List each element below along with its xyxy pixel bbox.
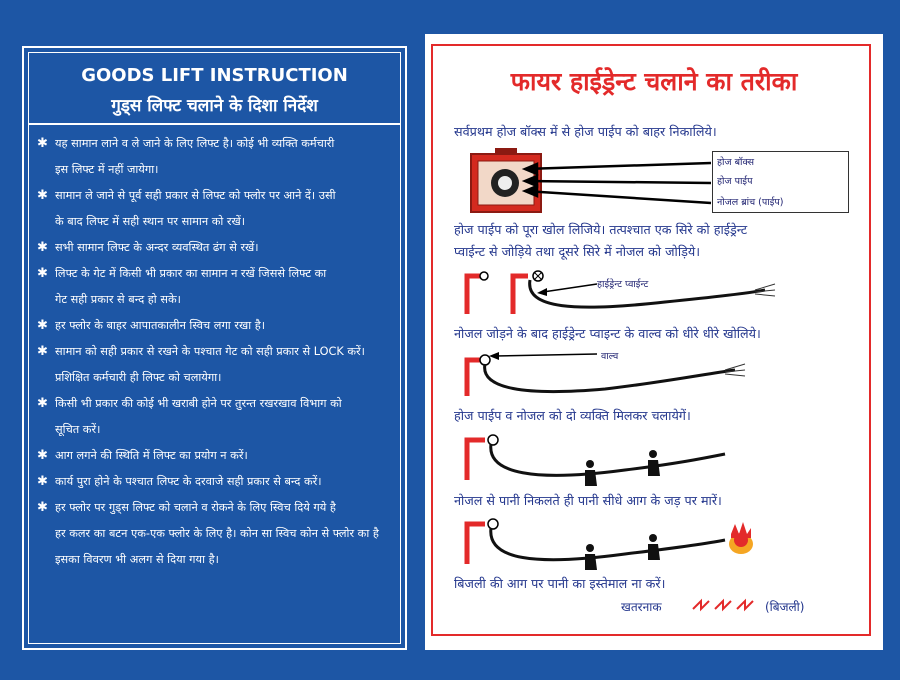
hydrant-point-label: हाईड्रेन्ट प्वाईन्ट <box>597 279 649 290</box>
instruction-list <box>29 131 400 573</box>
step-3: नोजल जोड़ने के बाद हाईड्रेन्ट प्वाइन्ट के वाल्व को धीरे धीरे खोलिये। <box>454 326 761 341</box>
panel-title-hindi: गुड्स लिफ्ट चलाने के दिशा निर्देश <box>111 96 318 116</box>
instruction-item <box>29 391 400 443</box>
hose-pipe-3 <box>491 444 725 475</box>
danger-label: खतरनाक <box>621 600 662 614</box>
step-2a: होज पाईप को पूरा खोल लिजिये। तत्पश्चात एक सिरे को हाईड्रेन्ट <box>454 222 748 237</box>
instruction-line: सूचित करें। <box>55 423 101 436</box>
bullet-star-icon: ✱ <box>37 266 48 281</box>
instruction-line: सामान को सही प्रकार से रखने के पश्चात गेट को सही प्रकार से LOCK करें। <box>55 345 365 358</box>
step-4: होज पाईप व नोजल को दो व्यक्ति मिलकर चलायेगें। <box>454 408 691 423</box>
legend-arrows <box>525 163 711 203</box>
instruction-line: लिफ्ट के गेट में किसी भी प्रकार का सामान न रखें जिससे लिफ्ट का <box>55 267 327 280</box>
instruction-line: प्रशिक्षित कर्मचारी ही लिफ्ट को चलायेगा। <box>55 371 222 384</box>
instruction-line: कार्य पुरा होने के पश्चात लिफ्ट के दरवाजे सही प्रकार से बन्द करें। <box>55 475 322 488</box>
step-6: बिजली की आग पर पानी का इस्तेमाल ना करें। <box>454 576 666 591</box>
title-divider <box>29 123 400 125</box>
instruction-item <box>29 469 400 495</box>
person-icon <box>585 534 660 570</box>
legend-hose-pipe: होज पाईप <box>717 176 753 187</box>
valve-arrow <box>489 352 597 360</box>
hydrant-title: फायर हाईड्रेन्ट चलाने का तरीका <box>510 67 798 96</box>
legend-hose-box: होज बॉक्स <box>717 157 755 168</box>
instruction-item <box>29 313 400 339</box>
panel-title-english: GOODS LIFT INSTRUCTION <box>81 65 348 86</box>
bullet-star-icon: ✱ <box>37 448 48 463</box>
panel-inner-border <box>28 52 401 644</box>
hydrant-point-4 <box>467 524 485 564</box>
bullet-star-icon: ✱ <box>37 188 48 203</box>
instruction-item <box>29 339 400 391</box>
legend-nozzle-branch: नोजल ब्रांच (पाईप) <box>717 197 784 208</box>
bullet-star-icon: ✱ <box>37 240 48 255</box>
hydrant-illustrations <box>425 34 883 650</box>
hose-pipe-4 <box>491 528 725 560</box>
hose-pipe-2 <box>485 364 735 392</box>
fire-icon <box>729 522 753 554</box>
instruction-line: सभी सामान लिफ्ट के अन्दर व्यवस्थित ढंग से रखें। <box>55 241 259 254</box>
step-2b: प्वाईन्ट से जोड़िये तथा दूसरे सिरे में नोजल को जोड़िये। <box>454 244 701 259</box>
instruction-line: हर फ्लोर पर गुड्स लिफ्ट को चलाने व रोकने के लिए स्विच दिये गये है <box>55 501 336 514</box>
person-icon <box>585 450 660 486</box>
goods-lift-instruction-panel <box>22 46 407 650</box>
instruction-item <box>29 261 400 313</box>
bullet-star-icon: ✱ <box>37 396 48 411</box>
instruction-line: हर कलर का बटन एक-एक फ्लोर के लिए है। कोन सा स्विच कोन से फ्लोर का है <box>55 527 379 540</box>
instruction-line: के बाद लिफ्ट में सही स्थान पर सामान को रखें। <box>55 215 246 228</box>
bullet-star-icon: ✱ <box>37 344 48 359</box>
step-1: सर्वप्रथम होज बॉक्स में से होज पाईप को बाहर निकालिये। <box>454 124 717 139</box>
lightning-icon <box>693 601 753 609</box>
instruction-item <box>29 495 400 573</box>
instruction-line: आग लगने की स्थिति में लिफ्ट का प्रयोग न करें। <box>55 449 248 462</box>
fire-hydrant-panel <box>425 34 883 650</box>
instruction-item <box>29 235 400 261</box>
instruction-line: सामान ले जाने से पूर्व सही प्रकार से लिफ्ट को फ्लोर पर आने दें। उसी <box>55 189 336 202</box>
valve-label: वाल्व <box>601 351 619 362</box>
instruction-item <box>29 131 400 183</box>
instruction-line: किसी भी प्रकार की कोई भी खराबी होने पर तुरन्त रखरखाव विभाग को <box>55 397 342 410</box>
instruction-line: इस लिफ्ट में नहीं जायेगा। <box>55 163 159 176</box>
instruction-item <box>29 443 400 469</box>
hydrant-point-3 <box>467 440 485 480</box>
bullet-star-icon: ✱ <box>37 474 48 489</box>
hydrant-point-arrow <box>537 284 597 296</box>
electricity-label: (बिजली) <box>765 600 805 614</box>
hose-pipe-1 <box>530 280 765 307</box>
bullet-star-icon: ✱ <box>37 136 48 151</box>
instruction-item <box>29 183 400 235</box>
hydrant-point-2 <box>467 360 481 396</box>
instruction-line: इसका विवरण भी अलग से दिया गया है। <box>55 553 219 566</box>
step-5: नोजल से पानी निकलते ही पानी सीधे आग के जड़ पर मारें। <box>454 493 722 508</box>
instruction-line: गेट सही प्रकार से बन्द हो सके। <box>55 293 181 306</box>
instruction-line: यह सामान लाने व ले जाने के लिए लिफ्ट है। कोई भी व्यक्ति कर्मचारी <box>55 137 335 150</box>
bullet-star-icon: ✱ <box>37 500 48 515</box>
instruction-line: हर फ्लोर के बाहर आपातकालीन स्विच लगा रखा है। <box>55 319 265 332</box>
bullet-star-icon: ✱ <box>37 318 48 333</box>
